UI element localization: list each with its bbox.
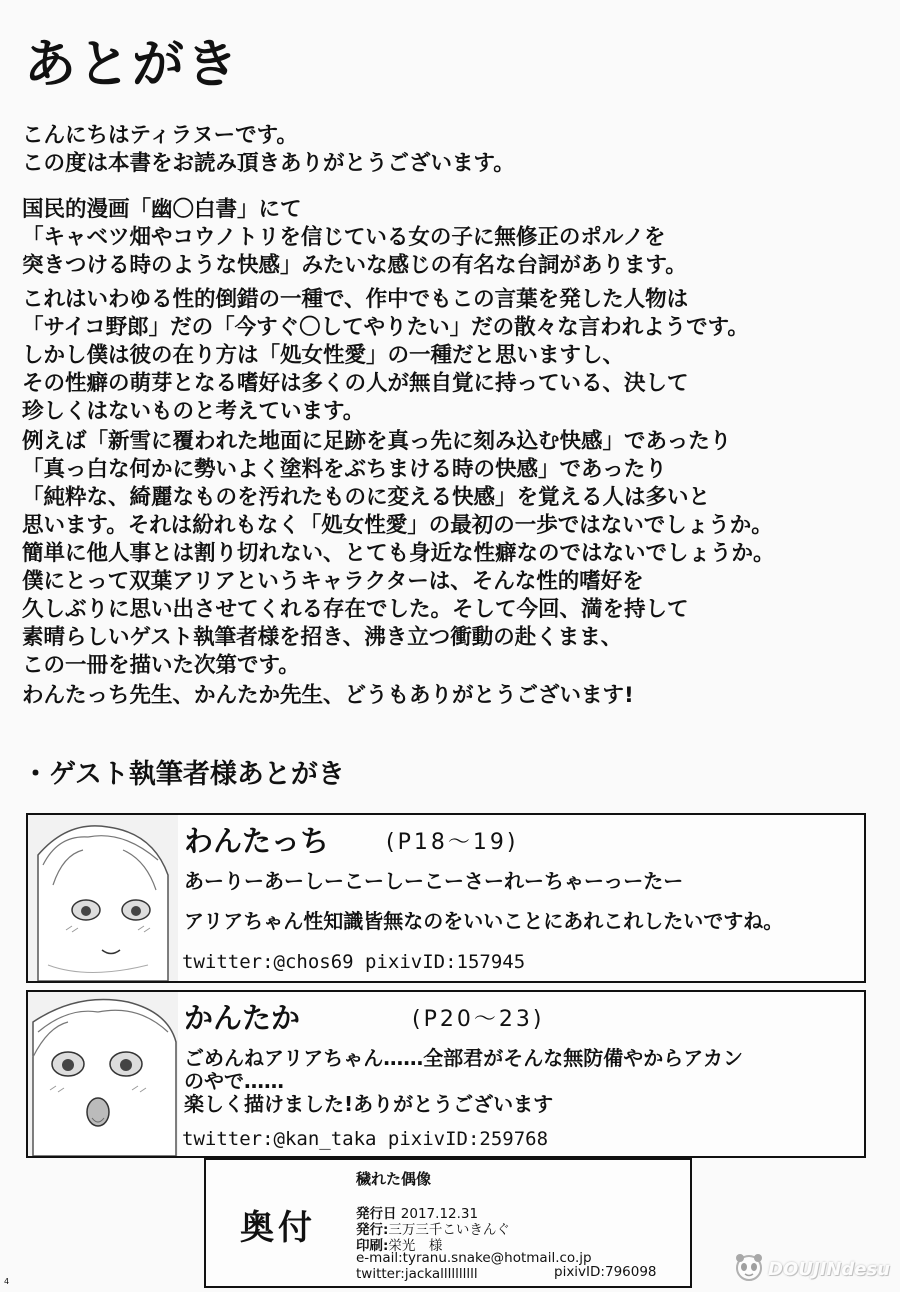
paragraph-character [22,568,882,680]
text-line: 「純粋な、綺麗なものを汚れたものに変える快感」を覚える人は多いと [22,485,711,510]
colophon-value: 三万三千こいきんぐ [388,1222,510,1238]
paragraph-quote [22,196,882,280]
guest-comment-line: ごめんねアリアちゃん……全部君がそんな無防備やからアカン [184,1046,743,1070]
colophon-value: 栄光 様 [388,1238,443,1254]
text-line: しかし僕は彼の在り方は「処女性愛」の一種だと思いますし、 [22,343,625,368]
colophon-key: 発行日 [356,1206,397,1222]
text-line: その性癖の萌芽となる嗜好は多くの人が無自覚に持っている、決して [22,371,689,396]
text-line: これはいわゆる性的倒錯の一種で、作中でもこの言葉を発した人物は [22,287,689,312]
text-line: 「真っ白な何かに勢いよく塗料をぶちまける時の快感」であったり [22,457,667,482]
colophon-value: 2017.12.31 [396,1206,479,1222]
guest-illustration [28,815,178,981]
guest-comment-line: 楽しく描けました!ありがとうございます [184,1092,554,1116]
guest-comment-line: のやで…… [184,1069,284,1093]
guest-name: わんたっち [184,824,330,858]
text-line: 突きつける時のような快感」みたいな感じの有名な台詞があります。 [22,253,687,278]
text-line: この度は本書をお読み頂きありがとうございます。 [22,151,515,176]
colophon-key: 印刷: [356,1238,389,1254]
guest-box-kantaka [26,990,866,1158]
guest-comment-line: あーりーあーしーこーしーこーさーれーちゃーっーたー [184,869,684,893]
text-line: 国民的漫画「幽〇白書」にて [22,197,302,222]
text-line: 「キャベツ畑やコウノトリを信じている女の子に無修正のポルノを [22,225,666,250]
text-line: 素晴らしいゲスト執筆者様を招き、沸き立つ衝動の赴くまま、 [22,625,623,650]
page-number: 4 [4,1277,10,1286]
paragraph-examples [22,428,882,568]
colophon-key: twitter: [356,1266,405,1282]
colophon-value: tyranu.snake@hotmail.co.jp [402,1250,592,1266]
guest-illustration [28,992,178,1156]
text-line: 簡単に他人事とは割り切れない、とても身近な性癖なのではないでしょうか。 [22,541,775,566]
text-line: 例えば「新雪に覆われた地面に足跡を真っ先に刻み込む快感」であったり [22,429,732,454]
guest-section-title: ・ゲスト執筆者様あとがき [22,759,345,790]
colophon-key: e-mail: [356,1250,403,1266]
colophon-box [204,1158,692,1288]
guest-comment-line: アリアちゃん性知識皆無なのをいいことにあれこれしたいですね。 [184,909,784,933]
guest-pages: (P18〜19) [386,830,519,855]
watermark-text: DOUJINdesu [768,1258,890,1280]
paragraph-perversion [22,286,882,426]
text-line: こんにちはティラヌーです。 [22,123,298,148]
watermark [734,1252,890,1286]
text-line: わんたっち先生、かんたか先生、どうもありがとうございます! [22,683,634,708]
text-line: この一冊を描いた次第です。 [22,653,300,678]
paragraph-greeting [22,122,882,178]
guest-name: かんたか [184,1001,301,1035]
colophon-row [356,1266,478,1282]
text-line: 「サイコ野郎」だの「今すぐ〇してやりたい」だの散々な言われようです。 [22,315,749,340]
guest-pages: (P20〜23) [412,1007,545,1032]
colophon-key: 発行: [356,1222,389,1238]
colophon-value: jackallllllllll [404,1266,478,1282]
text-line: 僕にとって双葉アリアというキャラクターは、そんな性的嗜好を [22,569,644,594]
guest-box-wantacchi [26,813,866,983]
panda-logo-icon [734,1252,764,1286]
page-title: あとがき [24,35,241,95]
paragraph-thanks [22,682,882,710]
colophon-pixiv: pixivID:796098 [554,1264,657,1280]
text-line: 珍しくはないものと考えています。 [22,399,365,424]
guest-contact: twitter:@chos69 pixivID:157945 [182,951,526,973]
colophon-book-title: 穢れた偶像 [356,1170,432,1188]
guest-contact: twitter:@kan_taka pixivID:259768 [182,1128,549,1150]
text-line: 思います。それは紛れもなく「処女性愛」の最初の一歩ではないでしょうか。 [22,513,773,538]
text-line: 久しぶりに思い出させてくれる存在でした。そして今回、満を持して [22,597,689,622]
colophon-label: 奥付 [240,1208,316,1248]
